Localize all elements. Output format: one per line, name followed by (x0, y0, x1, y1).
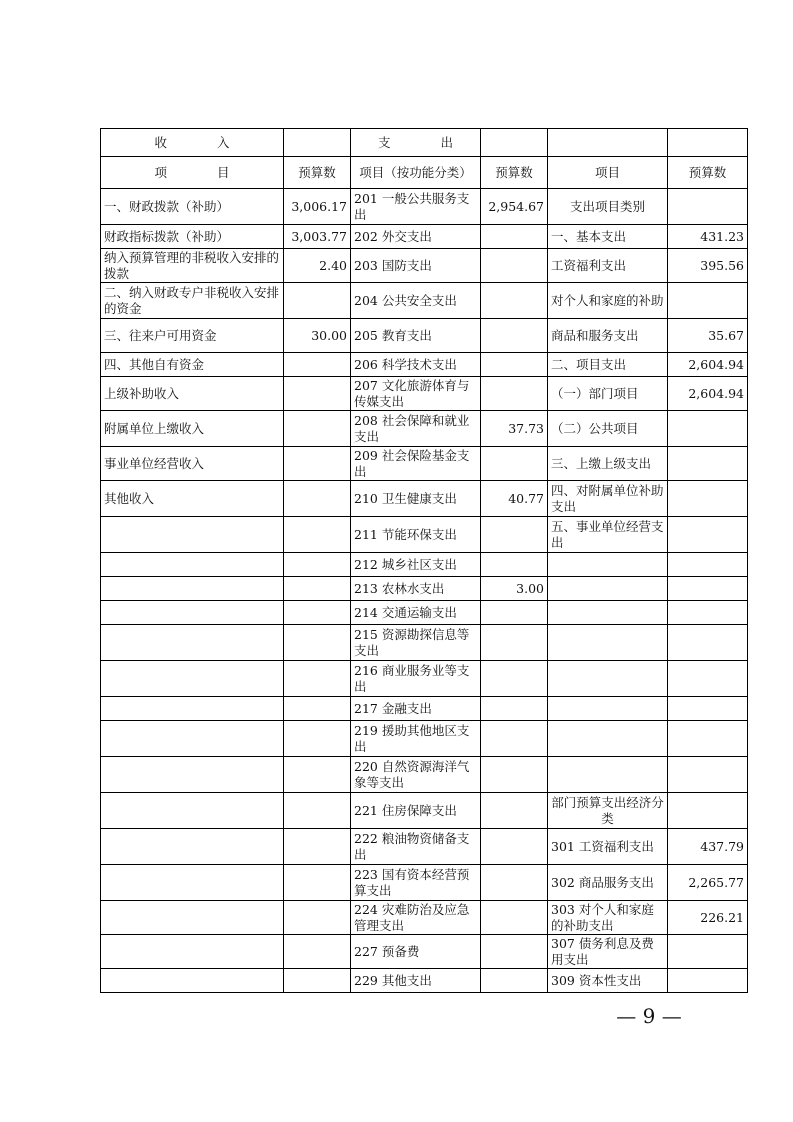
table-row (101, 829, 748, 865)
function-value (481, 601, 548, 625)
income-header: 收 入 (101, 129, 284, 157)
category-label: 309 资本性支出 (548, 969, 668, 993)
category-value (668, 481, 748, 517)
income-label: 三、往来户可用资金 (101, 319, 284, 353)
function-label: 213 农林水支出 (351, 577, 481, 601)
empty-cell (284, 517, 351, 553)
empty-cell (668, 553, 748, 577)
category-value: 2,604.94 (668, 353, 748, 377)
category-value: 35.67 (668, 319, 748, 353)
empty-cell (548, 553, 668, 577)
category-label: 307 债务利息及费用支出 (548, 935, 668, 969)
income-value (284, 353, 351, 377)
function-value (481, 319, 548, 353)
income-label: 四、其他自有资金 (101, 353, 284, 377)
function-value (481, 283, 548, 319)
empty-cell (101, 601, 284, 625)
table-row (101, 283, 748, 319)
function-label: 204 公共安全支出 (351, 283, 481, 319)
empty-cell (284, 829, 351, 865)
function-label: 212 城乡社区支出 (351, 553, 481, 577)
function-label: 208 社会保障和就业支出 (351, 411, 481, 447)
page-number: — 9 — (616, 1004, 682, 1028)
empty-cell (284, 697, 351, 721)
empty-cell (548, 697, 668, 721)
empty-cell (101, 901, 284, 935)
empty-cell (548, 577, 668, 601)
income-label: 其他收入 (101, 481, 284, 517)
function-value: 2,954.67 (481, 189, 548, 225)
function-label: 205 教育支出 (351, 319, 481, 353)
category-label: 302 商品服务支出 (548, 865, 668, 901)
category-label: 五、事业单位经营支出 (548, 517, 668, 553)
function-label: 219 援助其他地区支出 (351, 721, 481, 757)
empty-cell (548, 129, 668, 157)
col-budget-header: 预算数 (284, 157, 351, 189)
empty-cell (548, 721, 668, 757)
empty-cell (284, 865, 351, 901)
function-label: 209 社会保险基金支出 (351, 447, 481, 481)
category-value (668, 969, 748, 993)
income-value: 3,003.77 (284, 225, 351, 249)
empty-cell (668, 601, 748, 625)
category-value (668, 517, 748, 553)
category-label: 一、基本支出 (548, 225, 668, 249)
empty-cell (101, 721, 284, 757)
income-value (284, 411, 351, 447)
empty-cell (284, 901, 351, 935)
table-row (101, 793, 748, 829)
empty-cell (101, 935, 284, 969)
col-exp-item-header: 项目 (548, 157, 668, 189)
function-value: 37.73 (481, 411, 548, 447)
function-value (481, 697, 548, 721)
function-value (481, 249, 548, 283)
function-label: 203 国防支出 (351, 249, 481, 283)
function-label: 227 预备费 (351, 935, 481, 969)
category-value (668, 793, 748, 829)
table-row (101, 481, 748, 517)
table-row (101, 517, 748, 553)
category-label: 303 对个人和家庭的补助支出 (548, 901, 668, 935)
category-label: 工资福利支出 (548, 249, 668, 283)
empty-cell (101, 697, 284, 721)
category-value: 226.21 (668, 901, 748, 935)
empty-cell (284, 969, 351, 993)
function-value (481, 793, 548, 829)
category-value (668, 935, 748, 969)
function-value: 40.77 (481, 481, 548, 517)
category-value: 395.56 (668, 249, 748, 283)
income-value (284, 377, 351, 411)
table-row (101, 225, 748, 249)
col-budget-header: 预算数 (668, 157, 748, 189)
function-value (481, 721, 548, 757)
table-row (101, 865, 748, 901)
table-row (101, 189, 748, 225)
empty-cell (284, 661, 351, 697)
function-value (481, 225, 548, 249)
category-label: 对个人和家庭的补助 (548, 283, 668, 319)
function-label: 215 资源勘探信息等支出 (351, 625, 481, 661)
table-row (101, 757, 748, 793)
header-row (101, 129, 748, 157)
empty-cell (284, 553, 351, 577)
income-value (284, 283, 351, 319)
function-label: 217 金融支出 (351, 697, 481, 721)
col-budget-header: 预算数 (481, 157, 548, 189)
income-value: 30.00 (284, 319, 351, 353)
income-value (284, 447, 351, 481)
empty-cell (101, 793, 284, 829)
function-label: 206 科学技术支出 (351, 353, 481, 377)
category-value (668, 447, 748, 481)
table-row (101, 553, 748, 577)
category-value: 2,604.94 (668, 377, 748, 411)
empty-cell (284, 757, 351, 793)
income-label: 上级补助收入 (101, 377, 284, 411)
function-label: 201 一般公共服务支出 (351, 189, 481, 225)
category-value: 437.79 (668, 829, 748, 865)
empty-cell (668, 757, 748, 793)
empty-cell (668, 697, 748, 721)
col-func-item-header: 项目（按功能分类） (351, 157, 481, 189)
income-label: 二、纳入财政专户非税收入安排的资金 (101, 283, 284, 319)
function-label: 214 交通运输支出 (351, 601, 481, 625)
table-row (101, 353, 748, 377)
category-value (668, 189, 748, 225)
table-row (101, 935, 748, 969)
empty-cell (284, 601, 351, 625)
table-row (101, 249, 748, 283)
empty-cell (668, 721, 748, 757)
income-label: 财政指标拨款（补助） (101, 225, 284, 249)
table-row (101, 901, 748, 935)
empty-cell (284, 721, 351, 757)
empty-cell (101, 969, 284, 993)
empty-cell (668, 577, 748, 601)
category-value: 431.23 (668, 225, 748, 249)
empty-cell (668, 625, 748, 661)
function-value (481, 757, 548, 793)
function-value (481, 353, 548, 377)
income-value: 2.40 (284, 249, 351, 283)
expense-header: 支 出 (351, 129, 481, 157)
table-row (101, 601, 748, 625)
table-row (101, 697, 748, 721)
function-value (481, 377, 548, 411)
function-value (481, 625, 548, 661)
function-label: 224 灾难防治及应急管理支出 (351, 901, 481, 935)
column-header-row (101, 157, 748, 189)
table-row (101, 377, 748, 411)
category-label: 二、项目支出 (548, 353, 668, 377)
empty-cell (284, 625, 351, 661)
category-label: （一）部门项目 (548, 377, 668, 411)
empty-cell (101, 577, 284, 601)
empty-cell (101, 661, 284, 697)
category-label: 四、对附属单位补助支出 (548, 481, 668, 517)
function-label: 223 国有资本经营预算支出 (351, 865, 481, 901)
category-label: 支出项目类别 (548, 189, 668, 225)
function-value (481, 969, 548, 993)
function-label: 211 节能环保支出 (351, 517, 481, 553)
table-row (101, 447, 748, 481)
income-label: 事业单位经营收入 (101, 447, 284, 481)
function-value: 3.00 (481, 577, 548, 601)
category-value (668, 411, 748, 447)
empty-cell (284, 935, 351, 969)
category-label: 部门预算支出经济分类 (548, 793, 668, 829)
empty-cell (284, 129, 351, 157)
income-label: 纳入预算管理的非税收入安排的拨款 (101, 249, 284, 283)
empty-cell (548, 601, 668, 625)
function-label: 221 住房保障支出 (351, 793, 481, 829)
table-row (101, 661, 748, 697)
col-item-header: 项 目 (101, 157, 284, 189)
income-label: 附属单位上缴收入 (101, 411, 284, 447)
empty-cell (101, 757, 284, 793)
empty-cell (101, 553, 284, 577)
category-label: 三、上缴上级支出 (548, 447, 668, 481)
function-label: 216 商业服务业等支出 (351, 661, 481, 697)
table-row (101, 721, 748, 757)
function-label: 207 文化旅游体育与传媒支出 (351, 377, 481, 411)
function-label: 210 卫生健康支出 (351, 481, 481, 517)
empty-cell (284, 793, 351, 829)
function-value (481, 901, 548, 935)
category-label: （二）公共项目 (548, 411, 668, 447)
table-row (101, 319, 748, 353)
empty-cell (548, 757, 668, 793)
empty-cell (284, 577, 351, 601)
table-row (101, 577, 748, 601)
empty-cell (548, 625, 668, 661)
income-value: 3,006.17 (284, 189, 351, 225)
function-label: 222 粮油物资储备支出 (351, 829, 481, 865)
category-value: 2,265.77 (668, 865, 748, 901)
empty-cell (101, 829, 284, 865)
empty-cell (101, 517, 284, 553)
category-label: 301 工资福利支出 (548, 829, 668, 865)
table-row (101, 411, 748, 447)
category-value (668, 283, 748, 319)
function-value (481, 553, 548, 577)
function-label: 202 外交支出 (351, 225, 481, 249)
income-value (284, 481, 351, 517)
budget-table (100, 128, 748, 993)
function-value (481, 935, 548, 969)
function-value (481, 517, 548, 553)
function-label: 220 自然资源海洋气象等支出 (351, 757, 481, 793)
function-label: 229 其他支出 (351, 969, 481, 993)
category-label: 商品和服务支出 (548, 319, 668, 353)
table-row (101, 969, 748, 993)
empty-cell (101, 625, 284, 661)
function-value (481, 661, 548, 697)
empty-cell (548, 661, 668, 697)
table-row (101, 625, 748, 661)
income-label: 一、财政拨款（补助） (101, 189, 284, 225)
empty-cell (668, 129, 748, 157)
function-value (481, 865, 548, 901)
function-value (481, 829, 548, 865)
empty-cell (481, 129, 548, 157)
empty-cell (101, 865, 284, 901)
function-value (481, 447, 548, 481)
empty-cell (668, 661, 748, 697)
